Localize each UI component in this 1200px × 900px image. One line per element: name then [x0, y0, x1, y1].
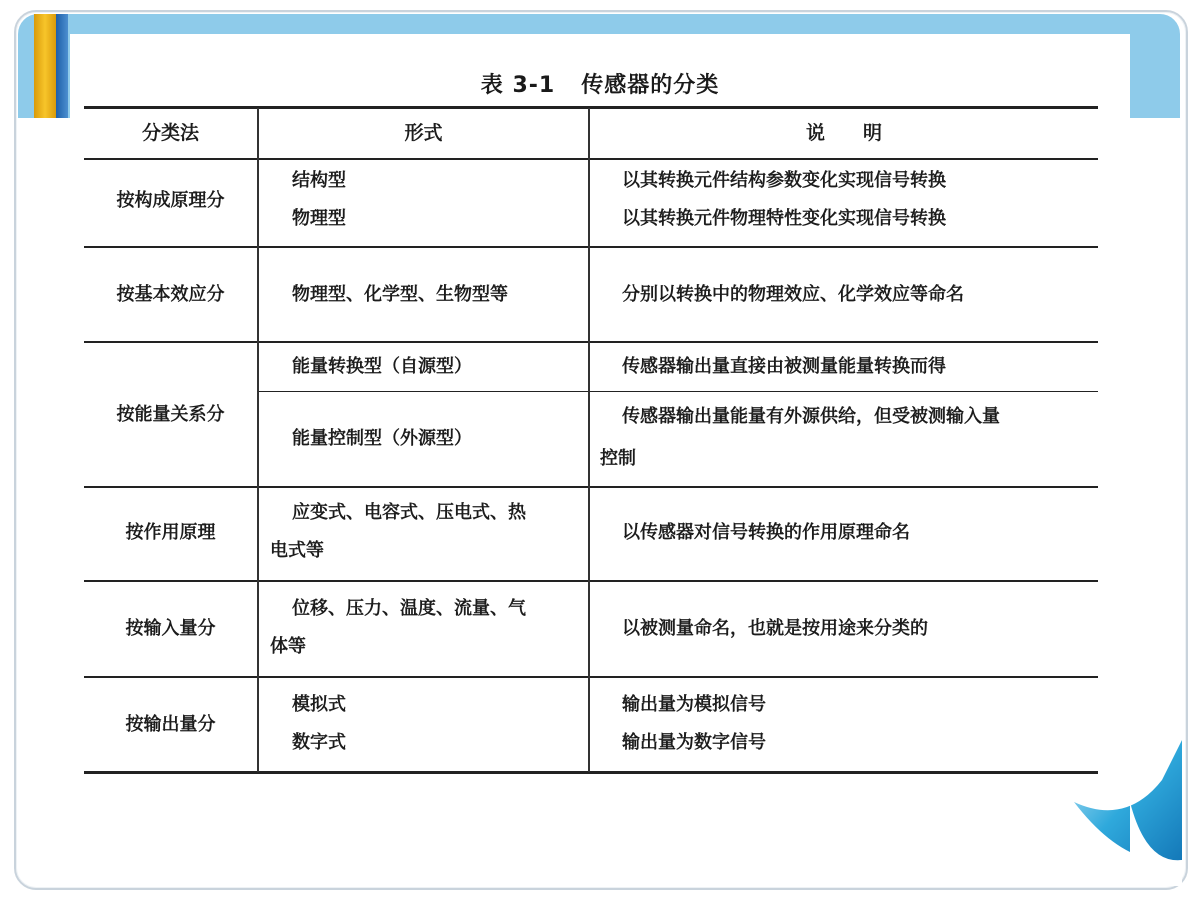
row-divider — [84, 676, 1098, 678]
row-form: 结构型 — [292, 170, 346, 191]
row-description: 输出量为数字信号 — [622, 732, 766, 753]
header-bottom-rule — [84, 158, 1098, 160]
column-divider — [257, 108, 259, 772]
row-method: 按作用原理 — [125, 522, 216, 543]
row-form: 能量转换型（自源型） — [292, 356, 472, 377]
header-form: 形式 — [404, 122, 443, 144]
row-description: 以其转换元件物理特性变化实现信号转换 — [622, 208, 946, 229]
row-form: 物理型、化学型、生物型等 — [292, 284, 508, 305]
row-divider — [84, 486, 1098, 488]
row-form: 电式等 — [270, 540, 324, 561]
row-description: 输出量为模拟信号 — [622, 694, 766, 715]
header-method: 分类法 — [141, 122, 199, 144]
row-description: 分别以转换中的物理效应、化学效应等命名 — [622, 284, 964, 305]
row-method: 按输出量分 — [125, 714, 216, 735]
row-form: 物理型 — [292, 208, 346, 229]
header-description: 说 明 — [805, 122, 882, 144]
page-curl-icon — [1066, 740, 1182, 886]
row-form: 体等 — [270, 636, 306, 657]
table-bottom-rule — [84, 771, 1098, 774]
row-description: 传感器输出量直接由被测量能量转换而得 — [622, 356, 946, 377]
row-divider — [84, 246, 1098, 248]
row-description: 传感器输出量能量有外源供给，但受被测输入量 — [622, 406, 1000, 427]
column-divider — [588, 108, 590, 772]
row-divider — [84, 341, 1098, 343]
row-method: 按输入量分 — [125, 618, 216, 639]
row-method: 按基本效应分 — [116, 284, 225, 305]
row-form: 模拟式 — [292, 694, 346, 715]
row-divider — [84, 580, 1098, 582]
row-form: 位移、压力、温度、流量、气 — [292, 598, 526, 619]
table-top-rule — [84, 106, 1098, 109]
table-title — [70, 68, 1130, 99]
row-description: 以传感器对信号转换的作用原理命名 — [622, 522, 910, 543]
row-form: 应变式、电容式、压电式、热 — [292, 502, 526, 523]
row-form: 数字式 — [292, 732, 346, 753]
row-description: 以被测量命名，也就是按用途来分类的 — [622, 618, 928, 639]
row-method: 按构成原理分 — [116, 190, 225, 211]
subrow-divider — [258, 391, 1098, 392]
row-method: 按能量关系分 — [116, 404, 225, 425]
row-form: 能量控制型（外源型） — [292, 428, 472, 449]
gold-accent-stripe — [34, 14, 56, 118]
table-caption: 传感器的分类 — [581, 73, 720, 98]
row-description: 控制 — [600, 448, 636, 469]
row-description: 以其转换元件结构参数变化实现信号转换 — [622, 170, 946, 191]
blue-accent-stripe — [56, 14, 68, 118]
table-number: 表 3-1 — [480, 73, 556, 98]
